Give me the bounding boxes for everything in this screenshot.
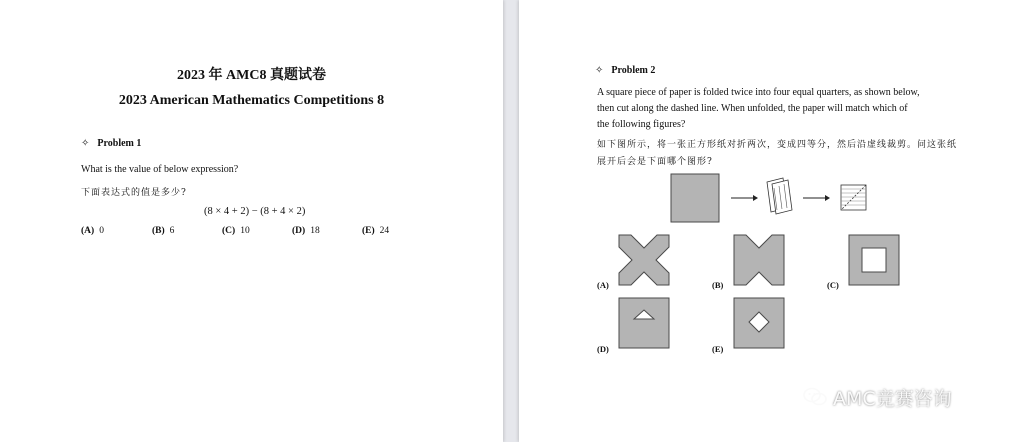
left-page — [0, 0, 503, 442]
option-b-label: (B) — [712, 280, 724, 290]
option-e-figure — [733, 297, 785, 349]
choice-d-label: (D) — [292, 226, 306, 236]
problem-2-heading — [595, 65, 655, 76]
problem-1-title: Problem 1 — [97, 138, 142, 149]
choice-b — [152, 226, 174, 236]
problem-2-question-line-2: then cut along the dashed line. When unfolded, the paper will match which of — [597, 103, 908, 114]
choice-b-value: 6 — [169, 226, 175, 236]
wechat-icon — [803, 387, 827, 412]
exam-title-chinese: 2023 年 AMC8 真题试卷 — [177, 68, 326, 83]
choice-c-value: 10 — [240, 226, 250, 236]
arrow-1-head — [753, 195, 758, 201]
diamond-icon: ✧ — [81, 138, 90, 149]
choice-d-value: 18 — [310, 226, 320, 236]
problem-1-heading — [81, 138, 141, 149]
option-e-label: (E) — [712, 344, 724, 354]
problem-1-expression: (8 × 4 + 2) − (8 + 4 × 2) — [204, 206, 306, 217]
option-b-figure — [733, 234, 785, 286]
diamond-icon: ✧ — [595, 65, 604, 76]
unfolded-square — [671, 174, 719, 222]
option-a-label: (A) — [597, 280, 609, 290]
choice-e — [362, 226, 389, 236]
choice-b-label: (B) — [152, 226, 165, 236]
choice-a — [81, 226, 104, 236]
problem-2-chinese-line-2: 展开后会是下面哪个图形? — [597, 157, 713, 167]
option-d-label: (D) — [597, 344, 609, 354]
option-a-figure — [618, 234, 670, 286]
option-d-figure — [618, 297, 670, 349]
choice-a-value: 0 — [99, 226, 104, 236]
right-page — [519, 0, 1024, 442]
exam-title-english: 2023 American Mathematics Competitions 8 — [118, 93, 385, 108]
choice-c — [222, 226, 250, 236]
wechat-watermark — [803, 384, 952, 412]
option-c-label: (C) — [827, 280, 839, 290]
choice-c-label: (C) — [222, 226, 236, 236]
option-c-figure — [848, 234, 900, 286]
problem-2-chinese-line-1: 如下图所示，将一张正方形纸对折两次，变成四等分，然后沿虚线裁剪。问这张纸 — [597, 140, 958, 150]
problem-1-question-chinese: 下面表达式的值是多少? — [81, 188, 187, 198]
folding-sequence-figure — [669, 172, 869, 224]
problem-2-question-line-1: A square piece of paper is folded twice into four equal quarters, as shown below, — [597, 87, 920, 98]
watermark-text: AMC竞赛咨询 — [833, 388, 952, 410]
choice-a-label: (A) — [81, 226, 95, 236]
choice-d — [292, 226, 320, 236]
arrow-2-head — [825, 195, 830, 201]
folded-paper-sketch — [767, 178, 792, 214]
problem-1-question-english: What is the value of below expression? — [81, 164, 239, 175]
problem-2-question-line-3: the following figures? — [597, 119, 686, 130]
choice-e-label: (E) — [362, 226, 375, 236]
quarter-square — [841, 185, 866, 210]
choice-e-value: 24 — [379, 226, 390, 236]
problem-2-title: Problem 2 — [611, 65, 656, 76]
